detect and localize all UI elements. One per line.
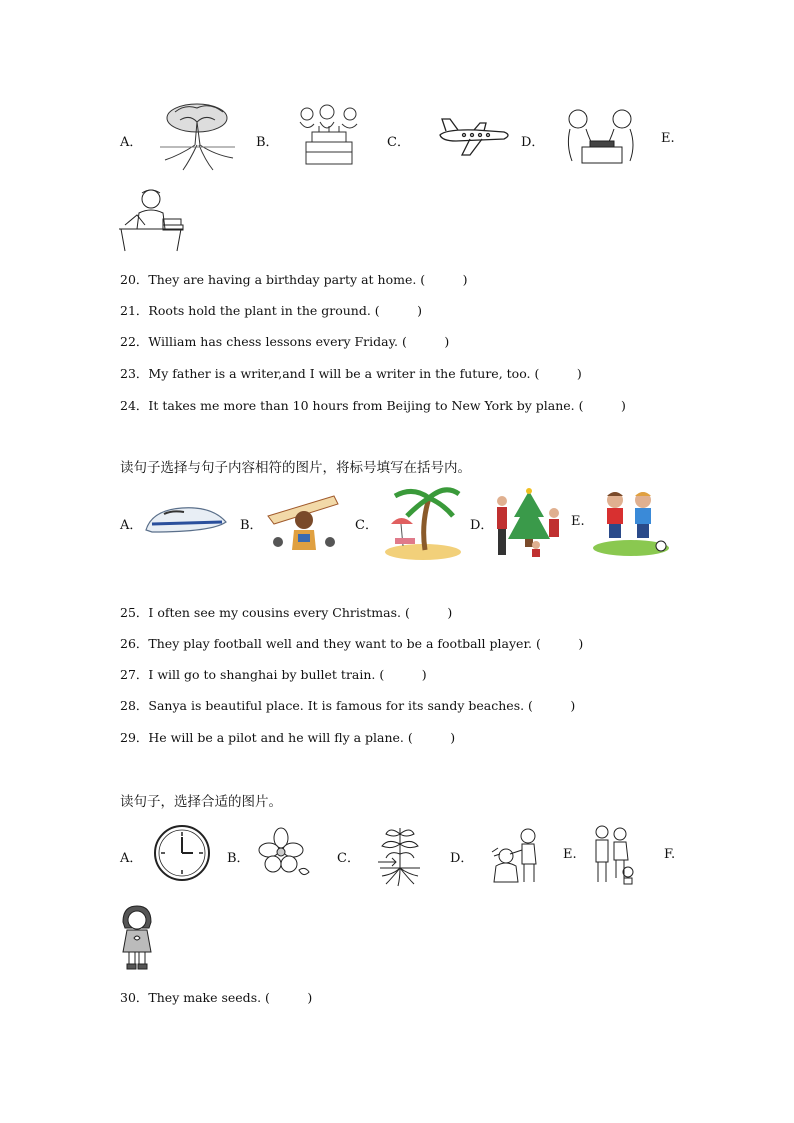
birthday-party-icon [292,102,367,172]
question-26: 26．They play football well and they want to be a football player. ( ) [120,636,584,651]
question-28: 28．Sanya is beautiful place. It is famous for its sandy beaches. ( ) [120,698,576,713]
flower-icon [257,826,311,882]
option-c-label: C． [355,518,378,533]
football-kids-icon [591,486,671,558]
option-d-label: D． [470,518,494,533]
chess-players-icon [560,105,642,170]
option-d-label: D． [521,135,545,150]
option-a-label: A． [120,851,143,866]
bullet-train-icon [142,500,228,540]
pilot-plane-icon [264,486,342,558]
writer-at-desk-icon [115,185,187,253]
barber-icon [488,824,544,884]
question-20: 20．They are having a birthday party at home. ( ) [120,272,468,287]
question-30: 30．They make seeds. ( ) [120,990,313,1005]
question-23: 23．My father is a writer,and I will be a writer in the future, too. ( ) [120,366,582,381]
christmas-family-icon [494,487,564,559]
option-b-label: B． [240,518,263,533]
option-e-label: E. [661,131,675,146]
option-b-label: B． [256,135,279,150]
option-e-label: E. [563,847,577,862]
question-22: 22．William has chess lessons every Friday. ( ) [120,334,450,349]
airplane-icon [436,115,514,160]
clock-icon [153,824,211,882]
option-d-label: D． [450,851,474,866]
tree-roots-icon [155,100,240,175]
palm-beach-icon [383,484,463,560]
question-29: 29．He will be a pilot and he will fly a plane. ( ) [120,730,456,745]
option-c-label: C． [337,851,360,866]
question-24: 24．It takes me more than 10 hours from Beijing to New York by plane. ( ) [120,398,626,413]
question-27: 27．I will go to shanghai by bullet train. ( ) [120,667,427,682]
family-icon [586,822,638,886]
option-a-label: A． [120,135,143,150]
section-3-heading: 读句子，选择合适的图片。 [120,794,282,810]
option-c-label: C． [387,135,410,150]
section-2-heading: 读句子选择与句子内容相符的图片，将标号填写在括号内。 [120,460,471,476]
option-b-label: B． [227,851,250,866]
option-a-label: A． [120,518,143,533]
plant-roots-icon [374,820,426,888]
option-e-label: E. [571,514,585,529]
girl-icon [117,904,157,970]
question-21: 21．Roots hold the plant in the ground. ( ) [120,303,423,318]
question-25: 25．I often see my cousins every Christmas. ( ) [120,605,453,620]
option-f-label: F. [664,847,676,862]
